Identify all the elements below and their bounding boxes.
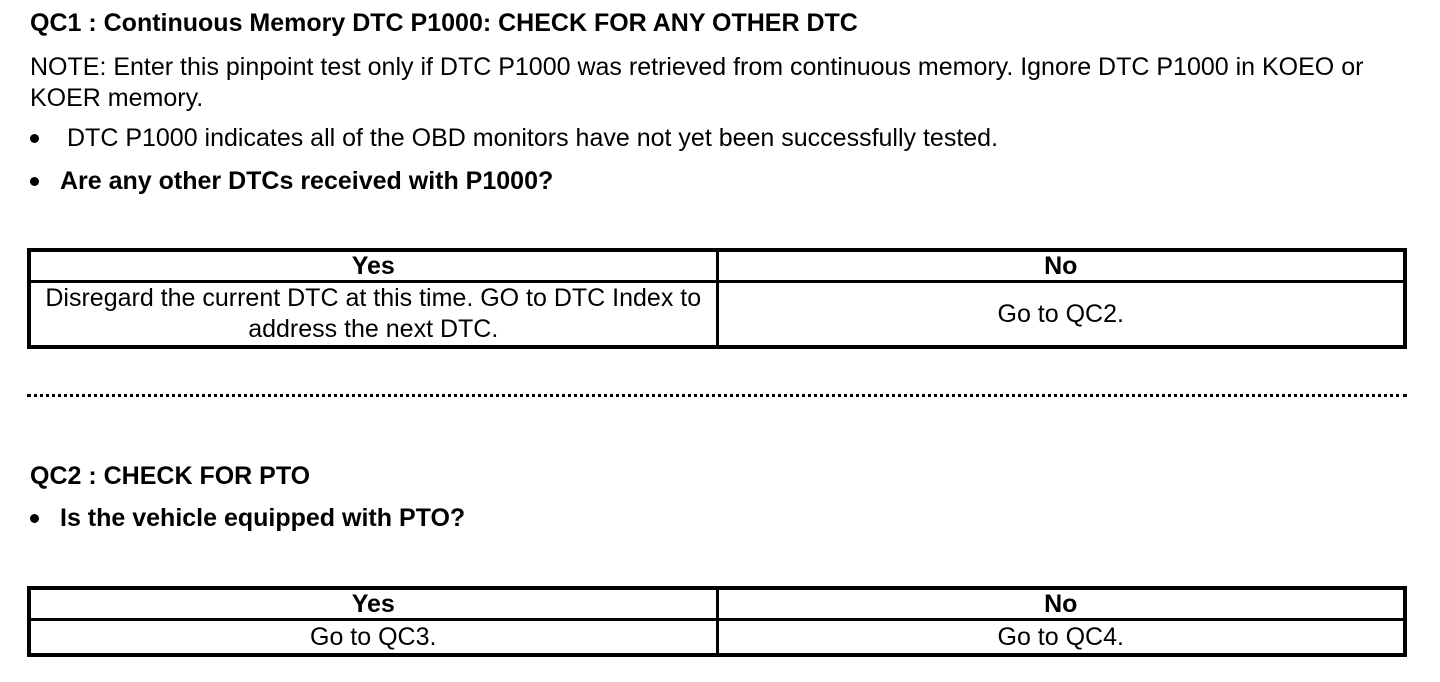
no-cell: Go to QC4. [717, 620, 1405, 656]
bullet-text: DTC P1000 indicates all of the OBD monitors have not yet been successfully tested. [67, 124, 999, 152]
qc1-decision-table [27, 248, 1407, 349]
section-divider [27, 394, 1407, 397]
qc2-heading: QC2 : CHECK FOR PTO [30, 462, 311, 490]
bullet-dot-icon [30, 514, 39, 523]
yes-cell: Disregard the current DTC at this time. GO to DTC Index to address the next DTC. [29, 282, 717, 348]
qc1-note: NOTE: Enter this pinpoint test only if DTC P1000 was retrieved from continuous memory. Ignore DTC P1000 in KOEO or KOER memory. [30, 53, 1364, 112]
bullet-text: Is the vehicle equipped with PTO? [60, 504, 466, 532]
yes-header: Yes [29, 250, 717, 282]
no-header: No [717, 588, 1405, 620]
yes-header: Yes [29, 588, 717, 620]
table-row [29, 620, 1405, 656]
bullet-dot-icon [30, 177, 39, 186]
table-row [29, 282, 1405, 348]
bullet-text: Are any other DTCs received with P1000? [60, 167, 554, 195]
table-header-row [29, 588, 1405, 620]
table-header-row [29, 250, 1405, 282]
no-cell: Go to QC2. [717, 282, 1405, 348]
bullet-dot-icon [30, 134, 39, 143]
qc1-heading: QC1 : Continuous Memory DTC P1000: CHECK FOR ANY OTHER DTC [30, 9, 858, 37]
no-header: No [717, 250, 1405, 282]
qc2-decision-table [27, 586, 1407, 657]
yes-cell: Go to QC3. [29, 620, 717, 656]
